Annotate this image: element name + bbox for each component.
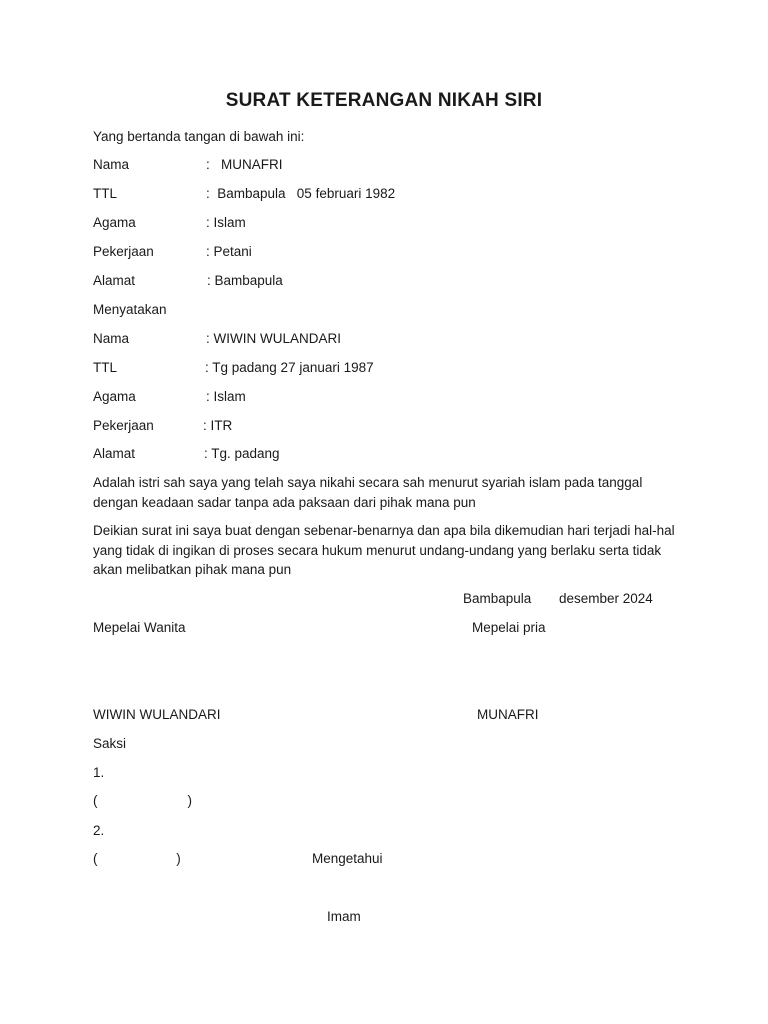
imam-label: Imam — [327, 909, 361, 924]
husband-pekerjaan-label: Pekerjaan — [93, 244, 154, 259]
husband-alamat-label: Alamat — [93, 273, 136, 288]
intro-text: Yang bertanda tangan di bawah ini: — [93, 129, 305, 144]
signing-date: desember 2024 — [559, 591, 653, 606]
husband-ttl-value: : Bambapula 05 februari 1982 — [206, 186, 396, 201]
saksi-item-2: 2. — [93, 823, 105, 838]
husband-name-value: : MUNAFRI — [206, 157, 283, 172]
wife-agama-label: Agama — [93, 389, 136, 404]
wife-alamat-value: : Tg. padang — [204, 446, 280, 461]
saksi-signature-1: ( ) — [93, 793, 193, 808]
bride-signature-name: WIWIN WULANDARI — [93, 707, 221, 722]
husband-agama-label: Agama — [93, 215, 136, 230]
bride-signature-label: Mepelai Wanita — [93, 620, 186, 635]
closing-paragraph: Deikian surat ini saya buat dengan sebenar-benarnya dan apa bila dikemudian hari terjadi hal-hal yang tidak di ingikan di proses secara hukum menurut undang-undang yang berlaku serta tidak akan melibatkan pihak mana pun — [93, 523, 675, 577]
wife-pekerjaan-label: Pekerjaan — [93, 418, 154, 433]
wife-ttl-value: : Tg padang 27 januari 1987 — [205, 360, 374, 375]
signing-place: Bambapula — [463, 591, 532, 606]
husband-pekerjaan-value: : Petani — [206, 244, 252, 259]
wife-pekerjaan-value: : ITR — [203, 418, 233, 433]
husband-ttl-label: TTL — [93, 186, 118, 201]
saksi-label: Saksi — [93, 736, 127, 751]
wife-name-value: : WIWIN WULANDARI — [206, 331, 341, 346]
husband-agama-value: : Islam — [206, 215, 246, 230]
saksi-signature-2: ( ) — [93, 851, 181, 866]
wife-ttl-label: TTL — [93, 360, 118, 375]
husband-alamat-value: : Bambapula — [207, 273, 283, 288]
menyatakan-text: Menyatakan — [93, 302, 167, 317]
saksi-item-1: 1. — [93, 765, 105, 780]
statement-paragraph: Adalah istri sah saya yang telah saya nikahi secara sah menurut syariah islam pada tanggal dengan keadaan sadar tanpa ada paksaan dari pihak mana pun — [93, 475, 643, 510]
husband-name-label: Nama — [93, 157, 130, 172]
wife-agama-value: : Islam — [206, 389, 246, 404]
groom-signature-label: Mepelai pria — [472, 620, 546, 635]
document-title: SURAT KETERANGAN NIKAH SIRI — [225, 90, 543, 111]
wife-name-label: Nama — [93, 331, 130, 346]
mengetahui-label: Mengetahui — [312, 851, 383, 866]
groom-signature-name: MUNAFRI — [477, 707, 539, 722]
wife-alamat-label: Alamat — [93, 446, 136, 461]
